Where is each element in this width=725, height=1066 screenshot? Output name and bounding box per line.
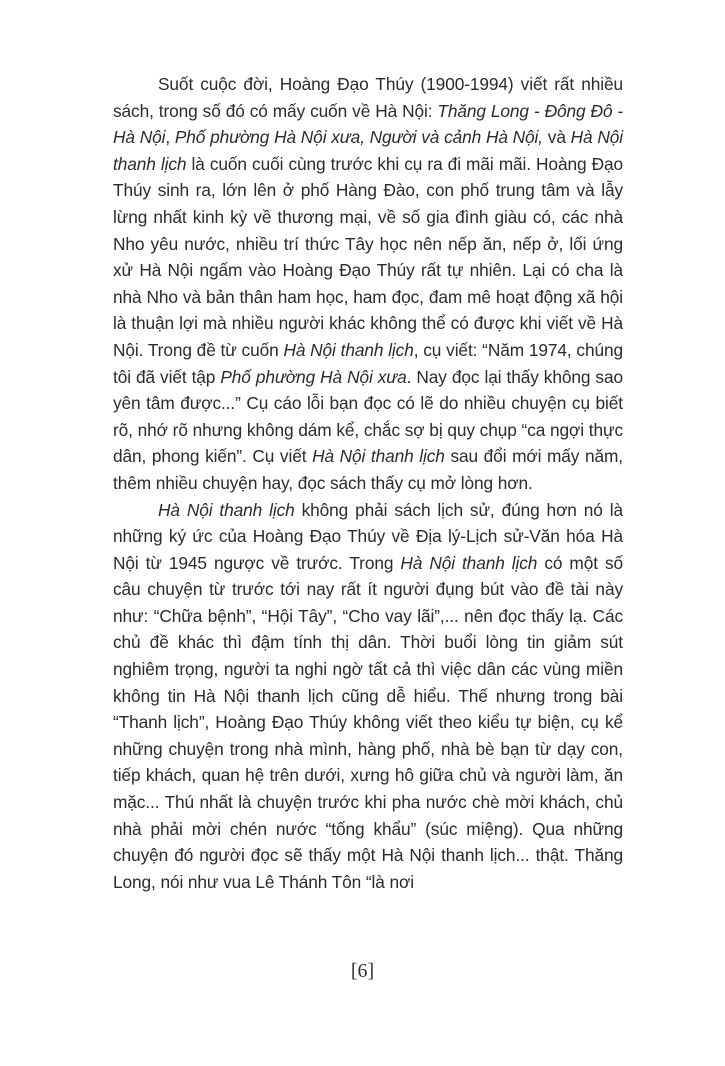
italic-title-run: Phố phường Hà Nội xưa — [220, 366, 407, 387]
italic-title-run: Hà Nội thanh lịch — [158, 499, 295, 520]
paragraph-2 — [113, 497, 623, 896]
text-run: và — [543, 127, 571, 148]
text-run: . Nay đọc lại thấy không sao yên tâm được...” Cụ cáo lỗi bạn đọc có lẽ do nhiều chuyện cụ biết rõ, nhớ rõ nhưng không dám kể, chắc sợ bị quy chụp “ca ngợi thực dân, phong kiến”. Cụ viết — [113, 366, 623, 467]
italic-title-run: Hà Nội thanh lịch — [312, 446, 445, 467]
italic-title-run: Hà Nội thanh lịch — [113, 127, 623, 174]
text-run: sau đổi mới mấy năm, thêm nhiều chuyện hay, đọc sách thấy cụ mở lòng hơn. — [113, 446, 623, 493]
body-text — [113, 71, 623, 895]
italic-title-run: Hà Nội thanh lịch — [400, 552, 538, 573]
text-run: không phải sách lịch sử, đúng hơn nó là những ký ức của Hoàng Đạo Thúy về Địa lý-Lịch sử-Văn hóa Hà Nội từ 1945 ngược về trước. Trong — [113, 499, 623, 573]
text-run: Suốt cuộc đời, Hoàng Đạo Thúy (1900-1994) viết rất nhiều sách, trong số đó có mấy cuốn về Hà Nội: — [113, 74, 623, 121]
italic-title-run: Phố phường Hà Nội xưa, Người và cảnh Hà Nội, — [174, 127, 543, 148]
paragraph-1 — [113, 71, 623, 497]
text-run: là cuốn cuối cùng trước khi cụ ra đi mãi mãi. Hoàng Đạo Thúy sinh ra, lớn lên ở phố Hàng Đào, con phố trung tâm và lẫy lừng nhất kinh kỳ về thương mại, về số gia đình giàu có, các nhà Nho yêu nước, nhiều trí thức Tây học nên nếp ăn, nếp ở, lối ứng xử Hà Nội ngấm vào Hoàng Đạo Thúy rất tự nhiên. Lại có cha là nhà Nho và bản thân ham học, ham đọc, đam mê hoạt động xã hội là thuận lợi mà nhiều người khác không thể có được khi viết về Hà Nội. Trong đề từ cuốn — [113, 153, 623, 360]
text-run: , — [165, 127, 175, 148]
italic-title-run: Hà Nội thanh lịch — [283, 339, 414, 360]
page-number: [6] — [350, 960, 375, 982]
text-run: có một số câu chuyện từ trước tới nay rất ít người đụng bút vào đề tài này như: “Chữa bệnh”, “Hội Tây”, “Cho vay lãi”,... nên đọc thấy lạ. Các chủ đề khác thì đậm tính thị dân. Thời buổi lòng tin giảm sút nghiêm trọng, người ta nghi ngờ tất cả thì việc dân các vùng miền không tin Hà Nội thanh lịch cũng dễ hiểu. Thế nhưng trong bài “Thanh lịch”, Hoàng Đạo Thúy không viết theo kiểu tự biện, cụ kể những chuyện trong nhà mình, hàng phố, nhà bè bạn từ dạy con, tiếp khách, quan hệ trên dưới, xưng hô giữa chủ và người làm, ăn mặc... Thú nhất là chuyện trước khi pha nước chè mời khách, chủ nhà phải mời chén nước “tống khẩu” (súc miệng). Qua những chuyện đó người đọc sẽ thấy một Hà Nội thanh lịch... thật. Thăng Long, nói như vua Lê Thánh Tôn “là nơi — [113, 552, 624, 892]
italic-title-run: Thăng Long - Đông Đô - Hà Nội — [113, 100, 624, 148]
text-run: , cụ viết: “Năm 1974, chúng tôi đã viết tập — [113, 339, 624, 387]
